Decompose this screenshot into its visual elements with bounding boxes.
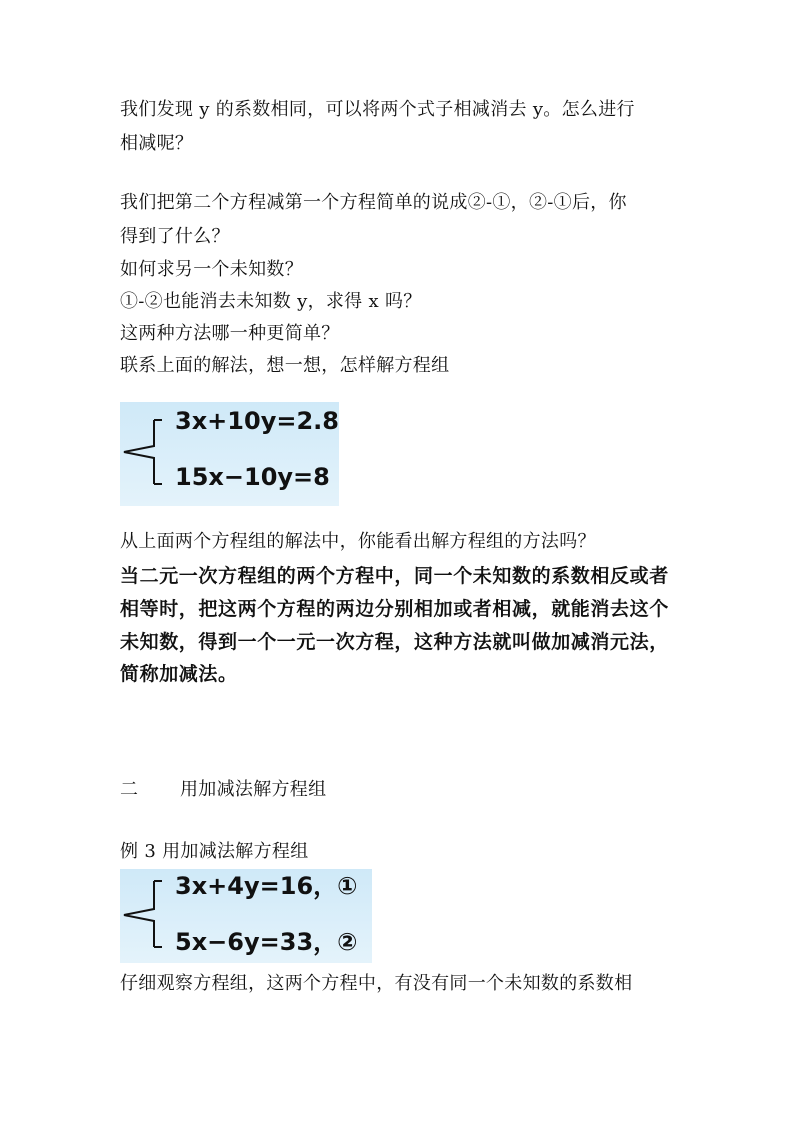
paragraph-line: 相减呢？ [120, 133, 194, 154]
question-line: ①-②也能消去未知数 y，求得 x 吗？ [120, 291, 422, 312]
definition-line: 简称加减法。 [120, 663, 238, 685]
section-title: 用加减法解方程组 [180, 779, 327, 800]
question-line: 联系上面的解法，想一想，怎样解方程组 [120, 355, 450, 376]
definition-line: 相等时，把这两个方程的两边分别相加或者相减，就能消去这个 [120, 598, 669, 620]
definition-line: 未知数，得到一个一元一次方程，这种方法就叫做加减消元法， [120, 631, 669, 653]
paragraph-line: 得到了什么？ [120, 226, 230, 247]
question-line: 如何求另一个未知数？ [120, 259, 303, 280]
paragraph-line: 我们把第二个方程减第一个方程简单的说成②-①，②-①后，你 [120, 192, 627, 213]
paragraph-line: 从上面两个方程组的解法中，你能看出解方程组的方法吗？ [120, 531, 596, 552]
paragraph-line: 我们发现 y 的系数相同，可以将两个式子相减消去 y。怎么进行 [120, 99, 635, 120]
definition-line: 当二元一次方程组的两个方程中，同一个未知数的系数相反或者 [120, 565, 669, 587]
equation-system-1 [120, 402, 339, 506]
question-line: 这两种方法哪一种更简单？ [120, 323, 340, 344]
paragraph-line: 仔细观察方程组，这两个方程中，有没有同一个未知数的系数相 [120, 973, 633, 994]
brace-icon [120, 869, 180, 963]
equation-1: 3x+4y=16，① [175, 872, 358, 900]
equation-1: 3x+10y=2.8 [175, 407, 339, 435]
example-label: 例 3 用加减法解方程组 [120, 841, 309, 862]
section-number: 二 [120, 779, 139, 800]
equation-system-2 [120, 869, 372, 963]
brace-icon [120, 402, 180, 506]
equation-2: 15x−10y=8 [175, 463, 330, 491]
equation-2: 5x−6y=33，② [175, 928, 358, 956]
